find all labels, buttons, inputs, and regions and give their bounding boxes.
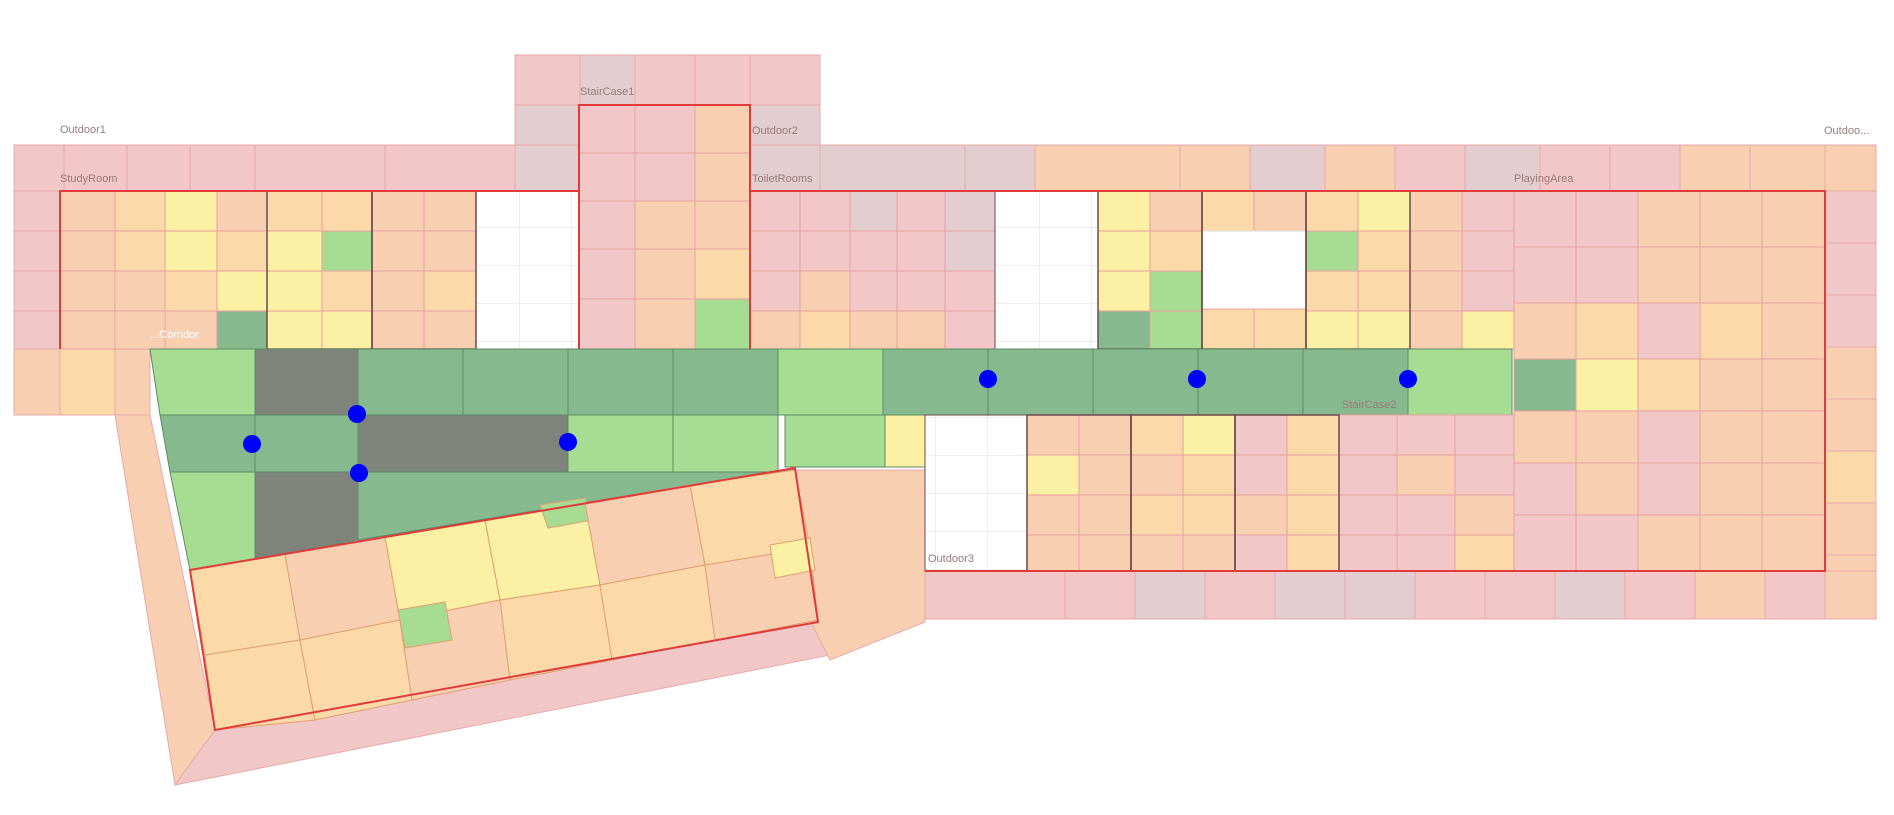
label-outdoor1: Outdoor1 [60,124,106,136]
sensor-marker[interactable] [1188,370,1206,388]
toilet-rooms [750,191,1514,349]
outdoor-right-column [1825,191,1876,618]
sensor-marker[interactable] [243,435,261,453]
label-outdoor2: Outdoor2 [752,125,798,137]
label-study-room: StudyRoom [60,173,118,185]
classroom-lower-right [925,415,1514,571]
sensor-marker[interactable] [559,433,577,451]
label-corridor: ...Corridor [150,329,199,341]
outdoor-bottom-strip [925,571,1876,619]
sensor-marker[interactable] [350,464,368,482]
study-room [60,191,579,349]
label-toilet-rooms: ToiletRooms [752,173,813,185]
label-staircase2: StairCase2 [1342,399,1397,411]
outdoor-top-strip [14,145,1876,191]
label-outdoor-right: Outdoo... [1824,125,1870,137]
sensor-marker[interactable] [1399,370,1417,388]
label-staircase1: StairCase1 [580,86,635,98]
sensor-marker[interactable] [979,370,997,388]
playing-area [1514,191,1825,571]
label-playing-area: PlayingArea [1514,173,1574,185]
sensor-marker[interactable] [348,405,366,423]
label-outdoor3: Outdoor3 [928,553,974,565]
staircase1-column [579,105,750,349]
